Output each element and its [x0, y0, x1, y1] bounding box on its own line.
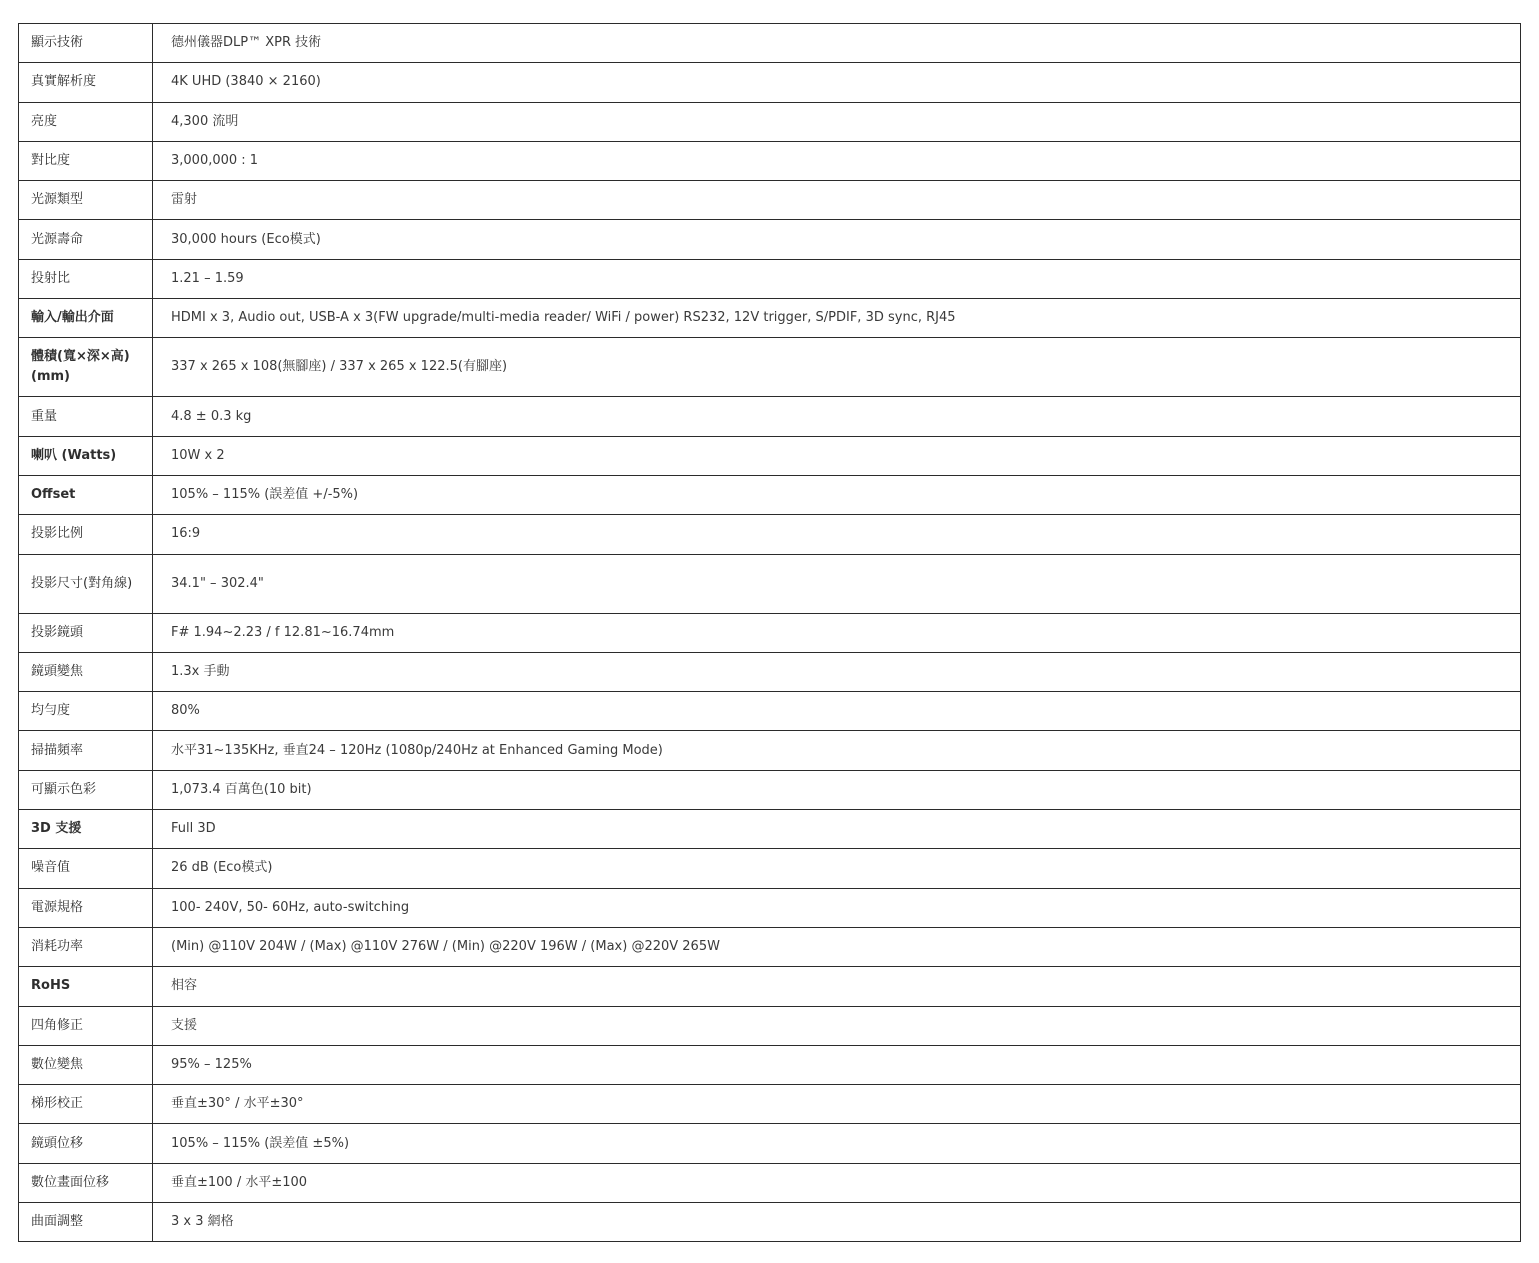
spec-label: Offset	[19, 475, 153, 514]
spec-label: 體積(寬×深×高)(mm)	[19, 338, 153, 397]
spec-value: 3,000,000 : 1	[153, 141, 1521, 180]
spec-label: 曲面調整	[19, 1203, 153, 1242]
spec-table	[18, 23, 1521, 1242]
spec-value: Full 3D	[153, 810, 1521, 849]
spec-value: 34.1" – 302.4"	[153, 554, 1521, 613]
spec-label: 均勻度	[19, 692, 153, 731]
table-row	[19, 1045, 1521, 1084]
table-row	[19, 1085, 1521, 1124]
spec-label: 對比度	[19, 141, 153, 180]
spec-value: 80%	[153, 692, 1521, 731]
spec-value: 95% – 125%	[153, 1045, 1521, 1084]
spec-value: 1.21 – 1.59	[153, 259, 1521, 298]
spec-value: 337 x 265 x 108(無腳座) / 337 x 265 x 122.5(有腳座)	[153, 338, 1521, 397]
spec-label: 喇叭 (Watts)	[19, 436, 153, 475]
spec-value: 水平31~135KHz, 垂直24 – 120Hz (1080p/240Hz at Enhanced Gaming Mode)	[153, 731, 1521, 770]
spec-label: 梯形校正	[19, 1085, 153, 1124]
spec-label: 鏡頭位移	[19, 1124, 153, 1163]
spec-label: 顯示技術	[19, 24, 153, 63]
table-row	[19, 338, 1521, 397]
spec-value: 10W x 2	[153, 436, 1521, 475]
spec-label: 光源類型	[19, 181, 153, 220]
table-row	[19, 1124, 1521, 1163]
spec-label: 3D 支援	[19, 810, 153, 849]
spec-value: 支援	[153, 1006, 1521, 1045]
spec-label: 電源規格	[19, 888, 153, 927]
table-row	[19, 515, 1521, 554]
table-row	[19, 731, 1521, 770]
spec-label: 重量	[19, 397, 153, 436]
spec-value: 100- 240V, 50- 60Hz, auto-switching	[153, 888, 1521, 927]
spec-value: 1.3x 手動	[153, 652, 1521, 691]
spec-label: 光源壽命	[19, 220, 153, 259]
spec-label: 數位畫面位移	[19, 1163, 153, 1202]
spec-label: 可顯示色彩	[19, 770, 153, 809]
spec-value: 105% – 115% (誤差值 +/-5%)	[153, 475, 1521, 514]
spec-value: 相容	[153, 967, 1521, 1006]
spec-value: 30,000 hours (Eco模式)	[153, 220, 1521, 259]
table-row	[19, 141, 1521, 180]
spec-value: 垂直±100 / 水平±100	[153, 1163, 1521, 1202]
spec-label: 真實解析度	[19, 63, 153, 102]
spec-label: 投影尺寸(對角線)	[19, 554, 153, 613]
table-row	[19, 770, 1521, 809]
spec-value: F# 1.94~2.23 / f 12.81~16.74mm	[153, 613, 1521, 652]
spec-value: (Min) @110V 204W / (Max) @110V 276W / (Min) @220V 196W / (Max) @220V 265W	[153, 927, 1521, 966]
spec-label: 投影比例	[19, 515, 153, 554]
table-row	[19, 613, 1521, 652]
spec-value: 1,073.4 百萬色(10 bit)	[153, 770, 1521, 809]
table-row	[19, 220, 1521, 259]
spec-label: 投影鏡頭	[19, 613, 153, 652]
table-row	[19, 102, 1521, 141]
table-row	[19, 181, 1521, 220]
table-row	[19, 810, 1521, 849]
spec-label: 輸入/輸出介面	[19, 299, 153, 338]
table-row	[19, 888, 1521, 927]
spec-label: 數位變焦	[19, 1045, 153, 1084]
table-row	[19, 652, 1521, 691]
spec-label: 掃描頻率	[19, 731, 153, 770]
spec-label: 亮度	[19, 102, 153, 141]
spec-label: 消耗功率	[19, 927, 153, 966]
spec-value: 德州儀器DLP™ XPR 技術	[153, 24, 1521, 63]
spec-value: 16:9	[153, 515, 1521, 554]
table-row	[19, 967, 1521, 1006]
spec-value: 105% – 115% (誤差值 ±5%)	[153, 1124, 1521, 1163]
table-row	[19, 1203, 1521, 1242]
spec-value: 垂直±30° / 水平±30°	[153, 1085, 1521, 1124]
table-row	[19, 436, 1521, 475]
spec-value: 4.8 ± 0.3 kg	[153, 397, 1521, 436]
table-row	[19, 1006, 1521, 1045]
table-row	[19, 259, 1521, 298]
spec-label: RoHS	[19, 967, 153, 1006]
table-row	[19, 692, 1521, 731]
table-row	[19, 927, 1521, 966]
spec-value: 3 x 3 網格	[153, 1203, 1521, 1242]
table-row	[19, 475, 1521, 514]
spec-value: 26 dB (Eco模式)	[153, 849, 1521, 888]
spec-label: 投射比	[19, 259, 153, 298]
table-row	[19, 63, 1521, 102]
table-row	[19, 24, 1521, 63]
table-row	[19, 397, 1521, 436]
spec-value: 雷射	[153, 181, 1521, 220]
table-row	[19, 849, 1521, 888]
spec-label: 鏡頭變焦	[19, 652, 153, 691]
spec-value: HDMI x 3, Audio out, USB-A x 3(FW upgrade/multi-media reader/ WiFi / power) RS232, 12V trigger, S/PDIF, 3D sync, RJ45	[153, 299, 1521, 338]
spec-value: 4K UHD (3840 × 2160)	[153, 63, 1521, 102]
spec-label: 四角修正	[19, 1006, 153, 1045]
spec-label: 噪音值	[19, 849, 153, 888]
table-row	[19, 1163, 1521, 1202]
spec-value: 4,300 流明	[153, 102, 1521, 141]
table-row	[19, 299, 1521, 338]
table-row	[19, 554, 1521, 613]
